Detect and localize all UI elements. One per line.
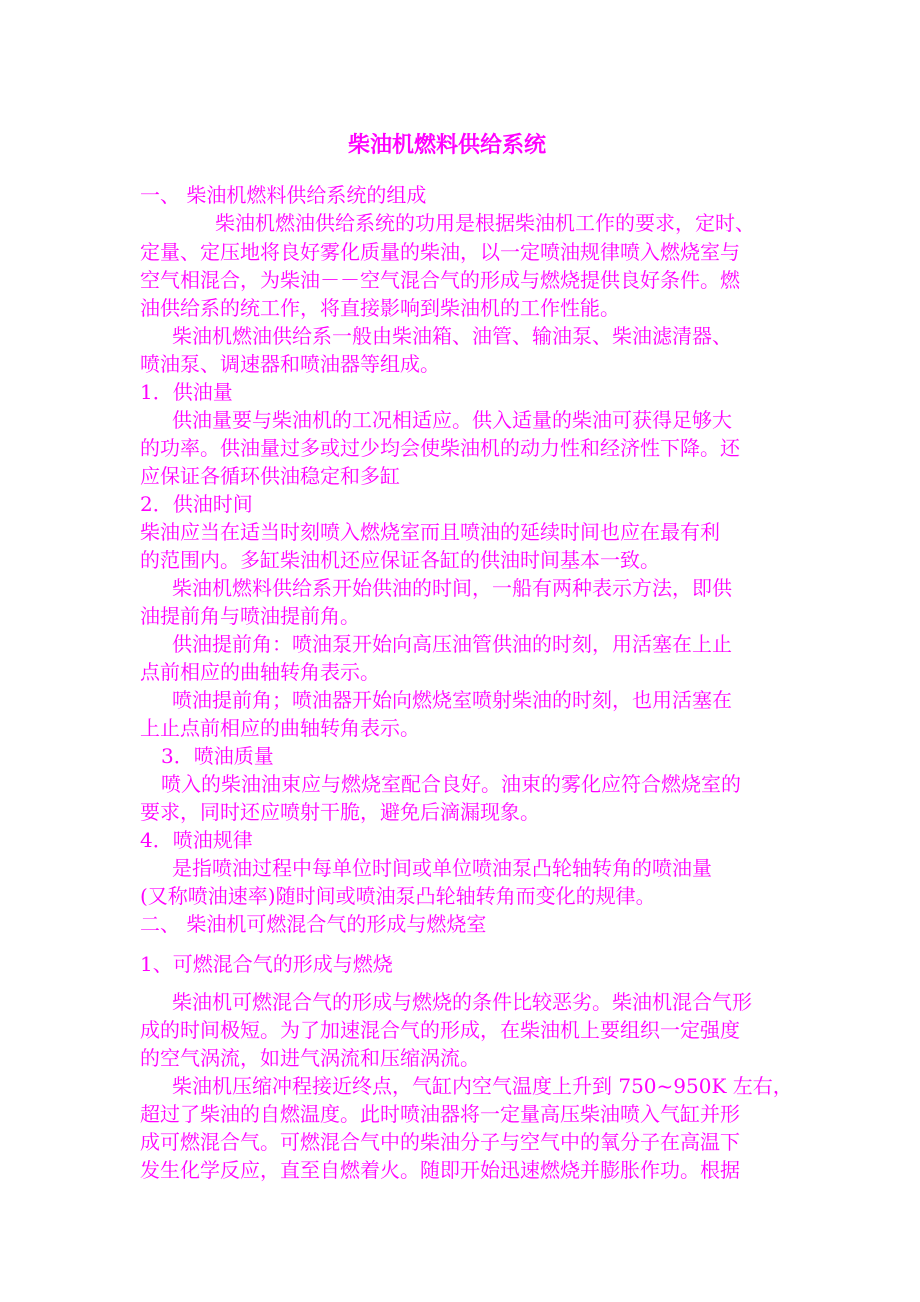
paragraph-line: 柴油机燃料供给系开始供油的时间，一船有两种表示方法，即供 bbox=[172, 576, 732, 600]
paragraph-line: (又称喷油速率)随时间或喷油泵凸轮轴转角而变化的规律。 bbox=[140, 884, 656, 908]
paragraph-line: 成可燃混合气。可燃混合气中的柴油分子与空气中的氧分子在高温下 bbox=[140, 1130, 740, 1154]
paragraph-line: 应保证各循环供油稳定和多缸 bbox=[140, 464, 400, 488]
paragraph-line: 空气相混合，为柴油－－空气混合气的形成与燃烧提供良好条件。燃 bbox=[140, 268, 740, 292]
subsection-heading: 1．供油量 bbox=[140, 380, 233, 404]
page-title: 柴油机燃料供给系统 bbox=[348, 132, 547, 158]
section-heading-1: 一、 柴油机燃料供给系统的组成 bbox=[140, 183, 427, 207]
paragraph-line: 点前相应的曲轴转角表示。 bbox=[140, 660, 380, 684]
paragraph-line: 柴油机燃油供给系统的功用是根据柴油机工作的要求，定时、 bbox=[215, 211, 755, 235]
paragraph-line: 成的时间极短。为了加速混合气的形成，在柴油机上要组织一定强度 bbox=[140, 1018, 740, 1042]
paragraph-line: 供油量要与柴油机的工况相适应。供入适量的柴油可获得足够大 bbox=[172, 408, 732, 432]
paragraph-line: 的功率。供油量过多或过少均会使柴油机的动力性和经济性下降。还 bbox=[140, 436, 740, 460]
paragraph-line: 柴油机燃油供给系一般由柴油箱、油管、输油泵、柴油滤清器、 bbox=[172, 324, 732, 348]
section-heading-2: 二、 柴油机可燃混合气的形成与燃烧室 bbox=[140, 912, 487, 936]
paragraph-line: 供油提前角：喷油泵开始向高压油管供油的时刻，用活塞在上止 bbox=[172, 632, 732, 656]
paragraph-line: 柴油应当在适当时刻喷入燃烧室而且喷油的延续时间也应在最有利 bbox=[140, 520, 720, 544]
paragraph-line: 油供给系的统工作，将直接影响到柴油机的工作性能。 bbox=[140, 296, 620, 320]
paragraph-line: 喷油提前角；喷油器开始向燃烧室喷射柴油的时刻，也用活塞在 bbox=[172, 688, 732, 712]
paragraph-line: 的空气涡流，如进气涡流和压缩涡流。 bbox=[140, 1046, 480, 1070]
paragraph-line: 柴油机可燃混合气的形成与燃烧的条件比较恶劣。柴油机混合气形 bbox=[172, 990, 752, 1014]
paragraph-line: 发生化学反应，直至自燃着火。随即开始迅速燃烧并膨胀作功。根据 bbox=[140, 1158, 740, 1182]
subsection-heading: 4．喷油规律 bbox=[140, 828, 253, 852]
paragraph-line: 的范围内。多缸柴油机还应保证各缸的供油时间基本一致。 bbox=[140, 548, 660, 572]
paragraph-line: 喷油泵、调速器和喷油器等组成。 bbox=[140, 352, 440, 376]
subsection-heading: 3．喷油质量 bbox=[161, 744, 274, 768]
paragraph-line: 油提前角与喷油提前角。 bbox=[140, 604, 360, 628]
paragraph-line: 定量、定压地将良好雾化质量的柴油，以一定喷油规律喷入燃烧室与 bbox=[140, 240, 740, 264]
paragraph-line: 柴油机压缩冲程接近终点，气缸内空气温度上升到 750~950K 左右， bbox=[172, 1074, 793, 1098]
subsection-heading: 2．供油时间 bbox=[140, 492, 253, 516]
paragraph-line: 要求，同时还应喷射干脆，避免后滴漏现象。 bbox=[140, 800, 540, 824]
paragraph-line: 是指喷油过程中每单位时间或单位喷油泵凸轮轴转角的喷油量 bbox=[172, 856, 712, 880]
paragraph-line: 超过了柴油的自燃温度。此时喷油器将一定量高压柴油喷入气缸并形 bbox=[140, 1102, 740, 1126]
paragraph-line: 喷入的柴油油束应与燃烧室配合良好。油束的雾化应符合燃烧室的 bbox=[161, 772, 741, 796]
paragraph-line: 上止点前相应的曲轴转角表示。 bbox=[140, 716, 420, 740]
subsection-heading: 1、可燃混合气的形成与燃烧 bbox=[140, 952, 393, 976]
